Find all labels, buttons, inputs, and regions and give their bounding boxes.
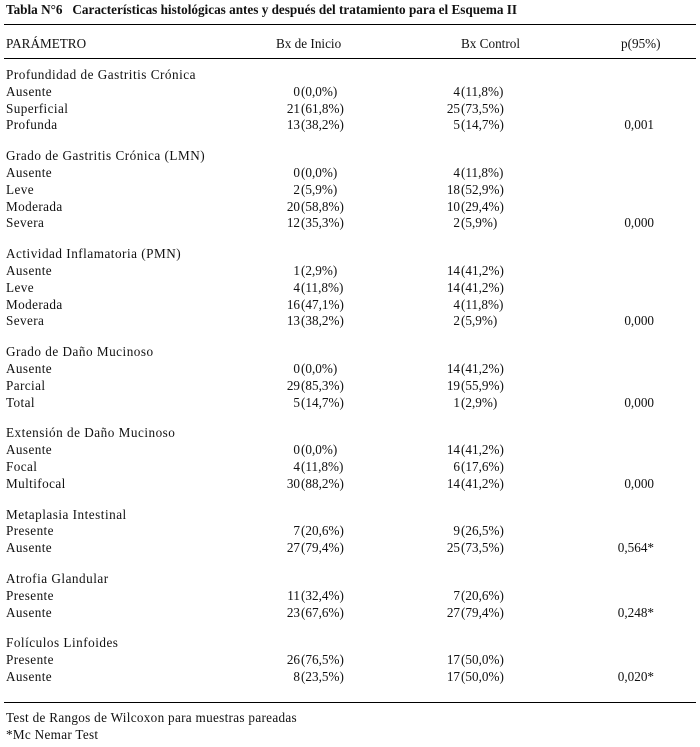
group-title: Atrofia Glandular [6, 570, 109, 586]
inicio-percent: (0,0%) [301, 164, 338, 180]
parameter-group [0, 67, 700, 134]
group-title-row [0, 148, 700, 165]
inicio-count: 4 [293, 279, 300, 295]
control-percent: (41,2%) [461, 262, 504, 278]
p-value: 0,000 [624, 215, 654, 231]
control-count: 27 [446, 604, 460, 620]
parameter-group [0, 246, 700, 330]
control-percent: (5,9%) [461, 313, 498, 329]
control-count: 4 [453, 164, 460, 180]
group-title: Grado de Gastritis Crónica (LMN) [6, 148, 206, 164]
inicio-count: 13 [286, 313, 300, 329]
row-label: Severa [6, 313, 45, 329]
control-percent: (11,8%) [461, 83, 504, 99]
table-row [0, 476, 700, 493]
group-title: Profundidad de Gastritis Crónica [6, 67, 196, 82]
row-label: Focal [6, 458, 38, 474]
table-title: Tabla N°6 Características histológicas antes y después del tratamiento para el Esquema II [6, 2, 518, 17]
group-title: Metaplasia Intestinal [6, 506, 127, 522]
group-spacer [0, 557, 700, 571]
group-title-row [0, 635, 700, 652]
inicio-percent: (67,6%) [301, 604, 344, 620]
inicio-count: 1 [293, 262, 300, 278]
inicio-count: 13 [286, 117, 300, 133]
inicio-percent: (58,8%) [301, 198, 344, 214]
control-percent: (20,6%) [461, 587, 504, 603]
control-count: 25 [446, 100, 460, 116]
table-row [0, 378, 700, 395]
inicio-percent: (11,8%) [301, 458, 344, 474]
row-label: Severa [6, 215, 45, 231]
control-count: 14 [446, 475, 460, 491]
inicio-count: 5 [293, 394, 300, 410]
inicio-percent: (79,4%) [301, 540, 344, 556]
group-title-row [0, 246, 700, 263]
row-label: Total [6, 394, 35, 410]
table-row [0, 669, 700, 686]
control-count: 1 [453, 394, 460, 410]
control-percent: (2,9%) [461, 394, 498, 410]
table-row [0, 165, 700, 182]
inicio-count: 27 [286, 540, 300, 556]
group-spacer [0, 493, 700, 507]
p-value: 0,001 [624, 117, 654, 133]
inicio-count: 29 [286, 377, 300, 393]
inicio-count: 0 [293, 442, 300, 458]
control-percent: (79,4%) [461, 604, 504, 620]
group-title-row [0, 344, 700, 361]
table-row [0, 652, 700, 669]
inicio-count: 20 [286, 198, 300, 214]
table-row [0, 84, 700, 101]
row-label: Moderada [6, 296, 63, 312]
header-rule [4, 58, 696, 59]
table-row [0, 263, 700, 280]
inicio-count: 8 [293, 668, 300, 684]
control-percent: (5,9%) [461, 215, 498, 231]
p-value: 0,000 [624, 394, 654, 410]
inicio-count: 7 [293, 523, 300, 539]
parameter-group [0, 344, 700, 411]
table-row [0, 280, 700, 297]
inicio-percent: (35,3%) [301, 215, 344, 231]
group-title: Actividad Inflamatoria (PMN) [6, 246, 182, 262]
row-label: Presente [6, 652, 54, 668]
inicio-percent: (61,8%) [301, 100, 344, 116]
control-percent: (41,2%) [461, 442, 504, 458]
table-row [0, 215, 700, 232]
group-title-row [0, 571, 700, 588]
inicio-percent: (47,1%) [301, 296, 344, 312]
control-count: 2 [453, 215, 460, 231]
table-row [0, 101, 700, 118]
inicio-count: 0 [293, 164, 300, 180]
control-percent: (73,5%) [461, 100, 504, 116]
inicio-percent: (0,0%) [301, 83, 338, 99]
inicio-count: 11 [287, 587, 300, 603]
footnote-wilcoxon: Test de Rangos de Wilcoxon para muestras pareadas [6, 710, 297, 725]
group-title-row [0, 507, 700, 524]
row-label: Moderada [6, 198, 63, 214]
control-percent: (50,0%) [461, 652, 504, 668]
inicio-count: 16 [286, 296, 300, 312]
control-count: 10 [446, 198, 460, 214]
control-count: 17 [446, 668, 460, 684]
row-label: Presente [6, 523, 54, 539]
group-title-row [0, 425, 700, 442]
p-value: 0,564* [617, 540, 654, 556]
row-label: Ausente [6, 668, 53, 684]
control-count: 4 [453, 296, 460, 312]
control-count: 18 [446, 181, 460, 197]
inicio-count: 30 [286, 475, 300, 491]
table-row [0, 605, 700, 622]
table-row [0, 442, 700, 459]
control-count: 4 [453, 83, 460, 99]
row-label: Ausente [6, 442, 53, 458]
footnote-mcnemar: *Mc Nemar Test [6, 727, 99, 742]
table-row [0, 523, 700, 540]
row-label: Ausente [6, 83, 53, 99]
inicio-percent: (2,9%) [301, 262, 338, 278]
inicio-count: 2 [293, 181, 300, 197]
control-count: 7 [453, 587, 460, 603]
group-title: Extensión de Daño Mucinoso [6, 425, 176, 441]
p-value: 0,020* [617, 668, 654, 684]
inicio-count: 0 [293, 360, 300, 376]
group-title-row [0, 67, 700, 84]
control-count: 14 [446, 262, 460, 278]
header-bx-inicio: Bx de Inicio [276, 36, 342, 51]
parameter-group [0, 425, 700, 492]
parameter-group [0, 148, 700, 232]
header-parametro: PARÁMETRO [6, 36, 87, 51]
control-percent: (29,4%) [461, 198, 504, 214]
p-value: 0,000 [624, 475, 654, 491]
inicio-percent: (38,2%) [301, 313, 344, 329]
table-row [0, 588, 700, 605]
row-label: Ausente [6, 262, 53, 278]
control-count: 14 [446, 360, 460, 376]
inicio-percent: (23,5%) [301, 668, 344, 684]
row-label: Parcial [6, 377, 46, 393]
control-percent: (41,2%) [461, 475, 504, 491]
header-bx-control: Bx Control [461, 36, 520, 51]
row-label: Ausente [6, 540, 53, 556]
group-spacer [0, 134, 700, 148]
inicio-percent: (14,7%) [301, 394, 344, 410]
group-title: Folículos Linfoides [6, 635, 119, 651]
control-percent: (50,0%) [461, 668, 504, 684]
header-p-value: p(95%) [621, 36, 661, 51]
table-row [0, 182, 700, 199]
group-spacer [0, 411, 700, 425]
inicio-count: 21 [286, 100, 300, 116]
control-percent: (41,2%) [461, 279, 504, 295]
control-count: 2 [453, 313, 460, 329]
p-value: 0,000 [624, 313, 654, 329]
inicio-count: 0 [293, 83, 300, 99]
table-row [0, 199, 700, 216]
inicio-percent: (20,6%) [301, 523, 344, 539]
control-count: 14 [446, 442, 460, 458]
group-spacer [0, 232, 700, 246]
inicio-count: 12 [286, 215, 300, 231]
inicio-count: 4 [293, 458, 300, 474]
control-percent: (14,7%) [461, 117, 504, 133]
control-count: 5 [453, 117, 460, 133]
row-label: Ausente [6, 164, 53, 180]
inicio-percent: (85,3%) [301, 377, 344, 393]
inicio-percent: (76,5%) [301, 652, 344, 668]
row-label: Multifocal [6, 475, 66, 491]
control-count: 9 [453, 523, 460, 539]
table-row [0, 540, 700, 557]
group-spacer [0, 621, 700, 635]
control-percent: (55,9%) [461, 377, 504, 393]
table-row [0, 313, 700, 330]
control-count: 17 [446, 652, 460, 668]
group-title: Grado de Daño Mucinoso [6, 344, 154, 360]
inicio-percent: (88,2%) [301, 475, 344, 491]
table-row [0, 297, 700, 314]
control-percent: (73,5%) [461, 540, 504, 556]
bottom-rule [4, 702, 696, 703]
parameter-group [0, 507, 700, 557]
control-count: 19 [446, 377, 460, 393]
inicio-percent: (11,8%) [301, 279, 344, 295]
control-count: 14 [446, 279, 460, 295]
row-label: Ausente [6, 360, 53, 376]
control-percent: (17,6%) [461, 458, 504, 474]
p-value: 0,248* [617, 604, 654, 620]
row-label: Superficial [6, 100, 69, 116]
row-label: Presente [6, 587, 54, 603]
control-count: 6 [453, 458, 460, 474]
parameter-group [0, 635, 700, 685]
control-percent: (52,9%) [461, 181, 504, 197]
group-spacer [0, 330, 700, 344]
row-label: Leve [6, 181, 34, 197]
table-body [0, 67, 700, 686]
inicio-percent: (32,4%) [301, 587, 344, 603]
control-percent: (41,2%) [461, 360, 504, 376]
inicio-count: 26 [286, 652, 300, 668]
row-label: Profunda [6, 117, 58, 133]
row-label: Ausente [6, 604, 53, 620]
inicio-percent: (38,2%) [301, 117, 344, 133]
parameter-group [0, 571, 700, 621]
control-percent: (11,8%) [461, 164, 504, 180]
control-percent: (26,5%) [461, 523, 504, 539]
row-label: Leve [6, 279, 34, 295]
table-row [0, 361, 700, 378]
top-rule [4, 24, 696, 25]
control-count: 25 [446, 540, 460, 556]
inicio-percent: (0,0%) [301, 442, 338, 458]
table-row [0, 395, 700, 412]
table-row [0, 117, 700, 134]
table-row [0, 459, 700, 476]
inicio-percent: (5,9%) [301, 181, 338, 197]
inicio-count: 23 [286, 604, 300, 620]
control-percent: (11,8%) [461, 296, 504, 312]
inicio-percent: (0,0%) [301, 360, 338, 376]
